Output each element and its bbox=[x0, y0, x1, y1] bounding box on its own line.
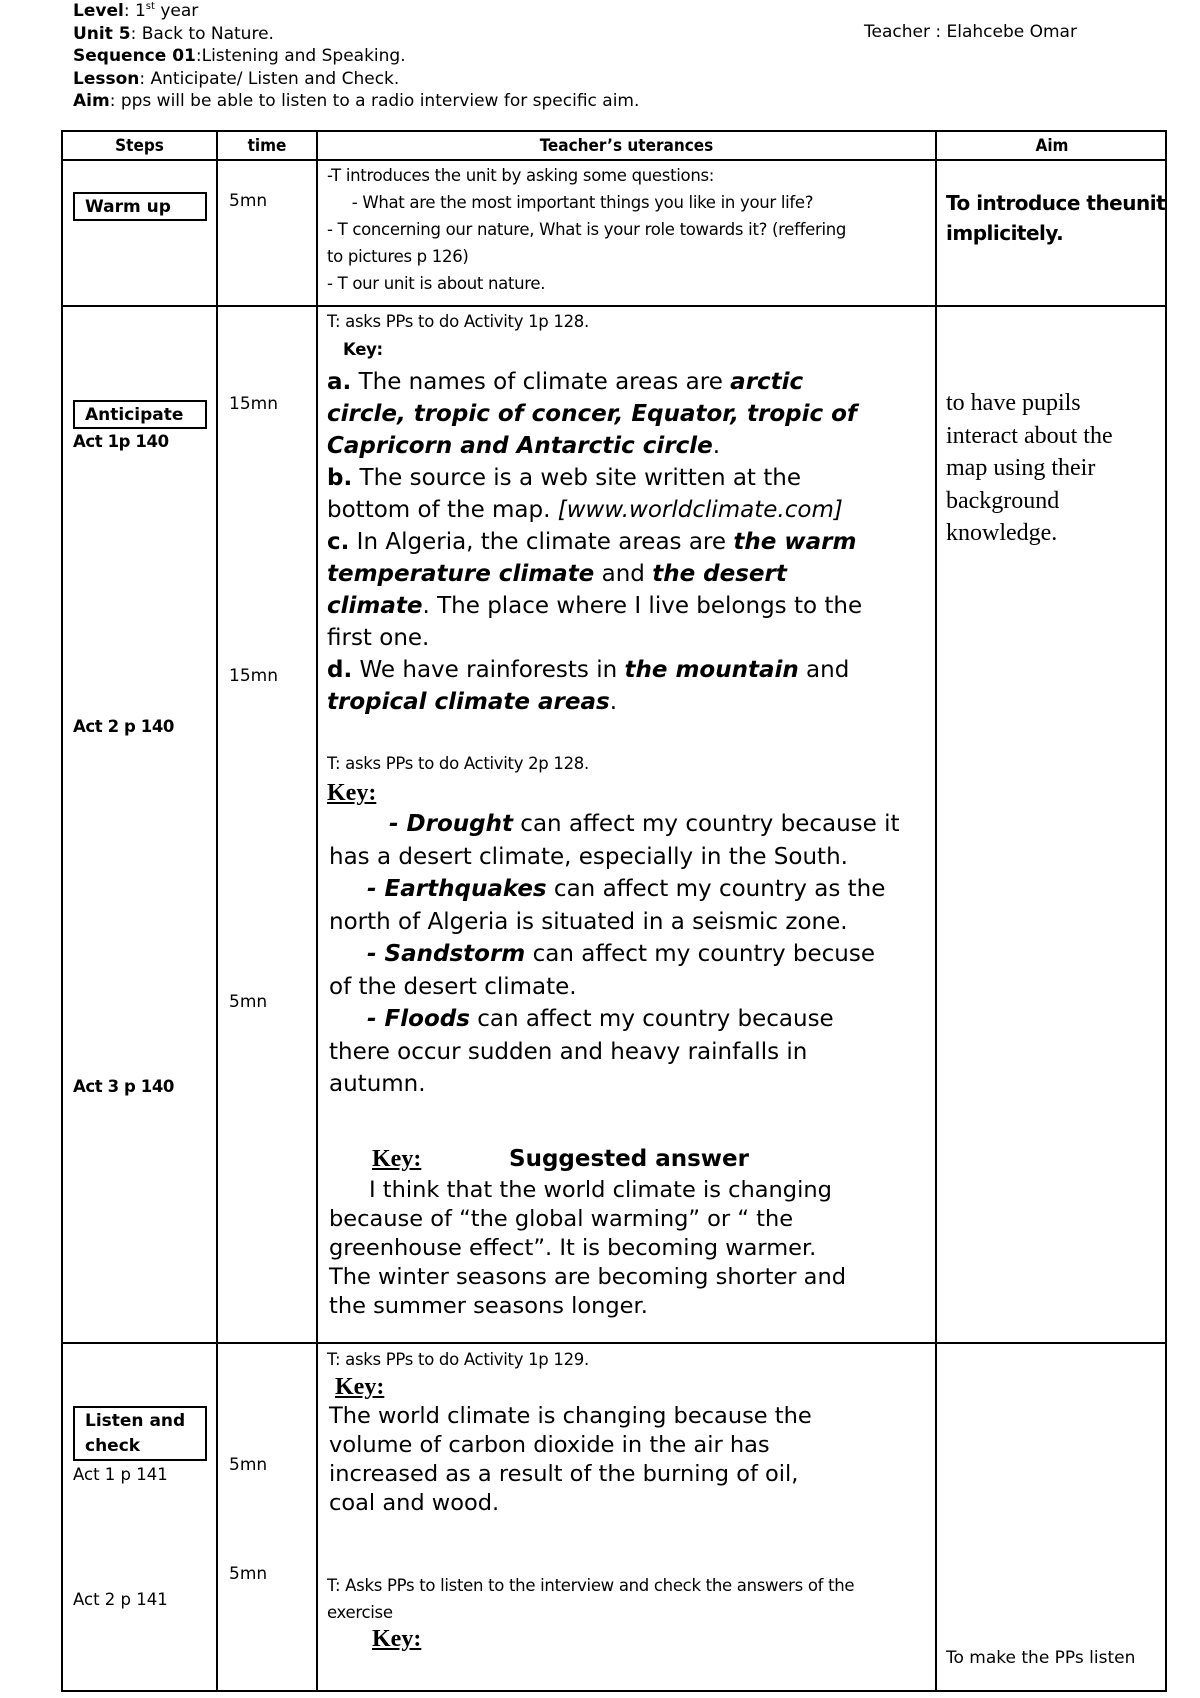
key-label: Key: bbox=[343, 340, 383, 359]
act-2-listen-label: Act 2 p 141 bbox=[73, 1590, 168, 1609]
aim-line: knowledge. bbox=[946, 520, 1058, 546]
act-1-listen-label: Act 1 p 141 bbox=[73, 1465, 168, 1484]
answer-emphasis: - Floods bbox=[367, 1006, 470, 1032]
sequence-line: Sequence 01:Listening and Speaking. bbox=[73, 46, 406, 66]
listen-activity-2-instruction bbox=[327, 1572, 935, 1626]
answer-text: . bbox=[712, 433, 721, 459]
teacher-name: Teacher : Elahcebe Omar bbox=[864, 22, 1077, 42]
website-reference: [www.worldclimate.com] bbox=[557, 497, 843, 523]
aim-line: Aim: pps will be able to listen to a radio interview for specific aim. bbox=[73, 91, 640, 111]
act-3-label: Act 3 p 140 bbox=[73, 1077, 175, 1096]
answer-emphasis: Capricorn and Antarctic circle bbox=[327, 433, 713, 459]
answer-text: The world climate is changing because the bbox=[329, 1403, 812, 1429]
aim-line: background bbox=[946, 487, 1060, 514]
answer-text: there occur sudden and heavy rainfalls in bbox=[329, 1038, 808, 1065]
answer-text: . bbox=[609, 689, 618, 715]
step-label: check bbox=[85, 1436, 141, 1456]
unit-line: Unit 5: Back to Nature. bbox=[73, 23, 274, 44]
answer-text: can affect my country as the bbox=[546, 876, 886, 902]
time-listen-1: 5mn bbox=[229, 1455, 268, 1475]
utterance-line: -T introduces the unit by asking some questions: bbox=[327, 166, 715, 185]
answer-emphasis: temperature climate bbox=[327, 561, 595, 587]
activity-3-answer bbox=[329, 1176, 939, 1321]
time-act-2: 15mn bbox=[229, 666, 278, 686]
answer-emphasis: - Drought bbox=[389, 811, 513, 837]
step-label: Listen and bbox=[85, 1411, 186, 1431]
aim-line: map using their bbox=[946, 455, 1096, 481]
answer-text: The source is a web site written at the bbox=[352, 465, 802, 491]
answer-label: b. bbox=[327, 465, 353, 491]
row-divider bbox=[63, 1342, 1165, 1344]
answer-emphasis: - Earthquakes bbox=[367, 876, 547, 902]
answer-text: can affect my country because it bbox=[513, 811, 900, 837]
answer-emphasis: arctic bbox=[730, 369, 804, 395]
answer-text: north of Algeria is situated in a seismic zone. bbox=[329, 908, 848, 935]
column-divider bbox=[216, 132, 218, 1690]
answer-text: autumn. bbox=[329, 1071, 426, 1097]
answer-emphasis: the warm bbox=[733, 529, 857, 555]
answer-text: I think that the world climate is changing bbox=[369, 1177, 832, 1203]
key-label: Key: bbox=[372, 1626, 422, 1652]
act-2-label: Act 2 p 140 bbox=[73, 717, 175, 736]
header-steps: Steps bbox=[115, 136, 164, 156]
row-divider bbox=[63, 305, 1165, 307]
answer-text: coal and wood. bbox=[329, 1490, 500, 1516]
utterance-line: - T concerning our nature, What is your role towards it? (reffering bbox=[327, 220, 847, 239]
warm-up-utterances bbox=[327, 162, 932, 297]
warm-up-aim bbox=[946, 188, 1166, 248]
answer-text: first one. bbox=[327, 625, 430, 651]
answer-text: The winter seasons are becoming shorter and bbox=[329, 1264, 847, 1290]
aim-line: interact about the bbox=[946, 422, 1113, 449]
activity-2-instruction: T: asks PPs to do Activity 2p 128. bbox=[327, 754, 589, 773]
instruction-line: T: Asks PPs to listen to the interview and check the answers of the bbox=[327, 1576, 855, 1595]
answer-text: We have rainforests in bbox=[352, 657, 625, 683]
answer-text: In Algeria, the climate areas are bbox=[349, 529, 734, 555]
suggested-answer-title: Suggested answer bbox=[509, 1146, 749, 1172]
step-listen-and-check bbox=[73, 1406, 207, 1461]
answer-text: and bbox=[798, 657, 850, 683]
lesson-header bbox=[73, 0, 1163, 113]
answer-text: bottom of the map. bbox=[327, 497, 558, 523]
act-1-label: Act 1p 140 bbox=[73, 432, 169, 451]
answer-label: c. bbox=[327, 529, 350, 555]
answer-emphasis: climate bbox=[327, 593, 423, 619]
lesson-line: Lesson: Anticipate/ Listen and Check. bbox=[73, 68, 400, 89]
answer-emphasis: the mountain bbox=[624, 657, 799, 683]
time-act-3: 5mn bbox=[229, 992, 268, 1012]
step-warm-up: Warm up bbox=[73, 192, 207, 221]
answer-emphasis: - Sandstorm bbox=[367, 941, 526, 967]
column-divider bbox=[316, 132, 318, 1690]
instruction-line: exercise bbox=[327, 1603, 393, 1622]
step-anticipate: Anticipate bbox=[73, 400, 207, 429]
utterance-line: - T our unit is about nature. bbox=[327, 274, 546, 293]
time-listen-2: 5mn bbox=[229, 1564, 268, 1584]
activity-1-instruction: T: asks PPs to do Activity 1p 128. bbox=[327, 312, 589, 331]
aim-line: to have pupils bbox=[946, 390, 1081, 416]
aim-line: To introduce theunit bbox=[946, 191, 1166, 215]
answer-text: increased as a result of the burning of oil, bbox=[329, 1461, 799, 1487]
answer-emphasis: circle, tropic of concer, Equator, tropic of bbox=[327, 401, 857, 427]
answer-text: of the desert climate. bbox=[329, 973, 577, 1000]
time-act-1: 15mn bbox=[229, 394, 278, 414]
aim-line: implicitely. bbox=[946, 221, 1064, 245]
key-label: Key: bbox=[372, 1146, 422, 1172]
listen-activity-1-answer bbox=[329, 1402, 939, 1518]
answer-label: a. bbox=[327, 369, 352, 395]
answer-text: . The place where I live belongs to the bbox=[422, 593, 863, 619]
answer-text: greenhouse effect”. It is becoming warmer. bbox=[329, 1235, 817, 1261]
listen-activity-1-instruction: T: asks PPs to do Activity 1p 129. bbox=[327, 1350, 589, 1369]
answer-text: and bbox=[594, 561, 653, 587]
utterance-line: - What are the most important things you like in your life? bbox=[327, 193, 814, 212]
answer-emphasis: the desert bbox=[652, 561, 787, 587]
answer-text: The names of climate areas are bbox=[351, 369, 731, 395]
utterance-line: to pictures p 126) bbox=[327, 247, 469, 266]
key-label: Key: bbox=[327, 780, 377, 806]
level-line: Level: 1st year bbox=[73, 1, 199, 21]
answer-text: the summer seasons longer. bbox=[329, 1293, 648, 1319]
answer-text: volume of carbon dioxide in the air has bbox=[329, 1432, 770, 1458]
anticipate-aim bbox=[946, 387, 1166, 550]
header-time: time bbox=[247, 136, 287, 156]
lesson-plan-table bbox=[61, 130, 1167, 1692]
listen-aim: To make the PPs listen bbox=[946, 1648, 1136, 1668]
header-aim: Aim bbox=[1035, 136, 1069, 156]
answer-text: can affect my country because bbox=[469, 1006, 834, 1032]
answer-text: has a desert climate, especially in the South. bbox=[329, 843, 848, 870]
answer-label: d. bbox=[327, 657, 353, 683]
answer-text: can affect my country becuse bbox=[525, 941, 875, 967]
answer-emphasis: tropical climate areas bbox=[327, 689, 610, 715]
time-warm-up: 5mn bbox=[229, 191, 268, 211]
answer-text: because of “the global warming” or “ the bbox=[329, 1206, 794, 1232]
key-label: Key: bbox=[335, 1374, 385, 1400]
header-utterances: Teacher’s uterances bbox=[539, 136, 714, 156]
activity-1-answers bbox=[327, 366, 937, 718]
activity-2-answers bbox=[329, 808, 939, 1101]
